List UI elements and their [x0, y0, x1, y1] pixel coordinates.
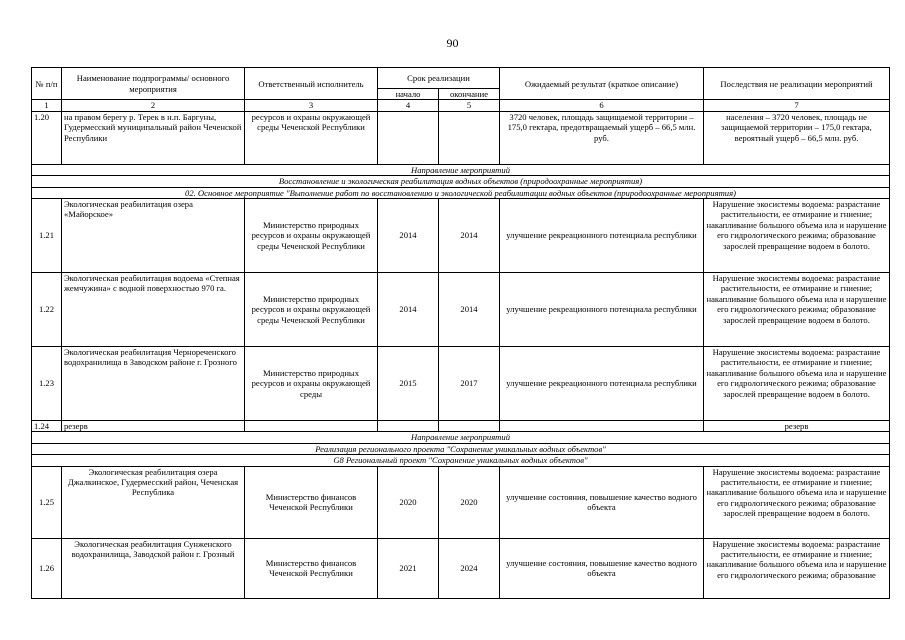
header-start: начало: [378, 89, 439, 100]
table-row: [32, 111, 890, 164]
row-end: 2014: [439, 199, 500, 273]
program-events-table: [31, 67, 890, 599]
row-consequences: населения – 3720 человек, площадь не защищаемой территории – 175,0 гектара, вероятный ущерб – 66,5 млн. руб.: [704, 111, 890, 164]
row-consequences: Нарушение экосистемы водоема: разрастание растительности, ее отмирание и гниение; накапливание большого объема ила и нарушение его гидрологического режима; образование зарослей превращение водоем в болото.: [704, 466, 890, 538]
column-index: 1: [32, 100, 62, 111]
row-executor: Министерство финансов Чеченской Республики: [245, 466, 378, 538]
row-end: 2014: [439, 273, 500, 347]
table-row: [32, 347, 890, 421]
row-start: 2020: [378, 466, 439, 538]
row-consequences: Нарушение экосистемы водоема: разрастание растительности, ее отмирание и гниение; накапливание большого объема ила и нарушение его гидрологического режима; образование зарослей превращение водоем в болото.: [704, 347, 890, 421]
table-row: [32, 538, 890, 598]
row-name: Экологическая реабилитация озера Джалкинское, Гудермесский район, Чеченская Республика: [62, 466, 245, 538]
row-result: улучшение рекреационного потенциала республики: [500, 199, 704, 273]
row-result: улучшение состояния, повышение качество водного объекта: [500, 538, 704, 598]
row-end: 2024: [439, 538, 500, 598]
row-start: 2014: [378, 273, 439, 347]
header-end: окончание: [439, 89, 500, 100]
row-start: 2015: [378, 347, 439, 421]
column-index-row: [32, 100, 890, 111]
table-row: [32, 466, 890, 538]
row-executor: Министерство природных ресурсов и охраны окружающей среды Чеченской Республики: [245, 273, 378, 347]
header-num: № п/п: [32, 68, 62, 100]
column-index: 6: [500, 100, 704, 111]
row-name: резерв: [62, 421, 245, 432]
page-number: 90: [446, 36, 459, 50]
row-start: 2021: [378, 538, 439, 598]
header-consequences: Последствия не реализации мероприятий: [704, 68, 890, 100]
row-consequences: Нарушение экосистемы водоема: разрастание растительности, ее отмирание и гниение; накапливание большого объема ила и нарушение его гидрологического режима; образование: [704, 538, 890, 598]
header-result: Ожидаемый результат (краткое описание): [500, 68, 704, 100]
row-num: 1.24: [32, 421, 62, 432]
row-num: 1.26: [32, 538, 62, 598]
row-num: 1.20: [32, 111, 62, 164]
direction-title: Восстановление и экологическая реабилитация водных объектов (природоохранные мероприятия): [32, 176, 890, 187]
section-direction: [32, 176, 890, 187]
row-executor: ресурсов и охраны окружающей среды Чеченской Республики: [245, 111, 378, 164]
row-end: 2017: [439, 347, 500, 421]
main-event-title: 02. Основное мероприятие "Выполнение работ по восстановлению и экологической реабилитации водных объектов (природоохранные мероприятия): [32, 187, 890, 198]
table-row: [32, 273, 890, 347]
column-index: 4: [378, 100, 439, 111]
column-index: 3: [245, 100, 378, 111]
row-num: 1.22: [32, 273, 62, 347]
column-index: 7: [704, 100, 890, 111]
row-num: 1.21: [32, 199, 62, 273]
section-main-event: [32, 455, 890, 466]
row-name: Экологическая реабилитация Чернореченского водохранилища в Заводском районе г. Грозного: [62, 347, 245, 421]
row-start: 2014: [378, 199, 439, 273]
direction-label: Направление мероприятий: [32, 164, 890, 175]
table-row: [32, 199, 890, 273]
column-index: 2: [62, 100, 245, 111]
row-end: 2020: [439, 466, 500, 538]
header-name: Наименование подпрограммы/ основного мероприятия: [62, 68, 245, 100]
row-end: [439, 111, 500, 164]
row-result: улучшение состояния, повышение качество водного объекта: [500, 466, 704, 538]
row-start: [378, 111, 439, 164]
column-index: 5: [439, 100, 500, 111]
row-name: на правом берегу р. Терек в н.п. Баргуны, Гудермесский муниципальный район Чеченской Республики: [62, 111, 245, 164]
header-row: [32, 68, 890, 89]
row-executor: Министерство финансов Чеченской Республики: [245, 538, 378, 598]
row-consequences: Нарушение экосистемы водоема: разрастание растительности, ее отмирание и гниение; накапливание большого объема ила и нарушение его гидрологического режима; образование зарослей превращение водоем в болото.: [704, 273, 890, 347]
header-executor: Ответственный исполнитель: [245, 68, 378, 100]
row-consequences: Нарушение экосистемы водоема: разрастание растительности, ее отмирание и гниение; накапливание большого объема ила и нарушение его гидрологического режима; образование зарослей превращение водоем в болото.: [704, 199, 890, 273]
row-executor: Министерство природных ресурсов и охраны окружающей среды: [245, 347, 378, 421]
header-term: Срок реализации: [378, 68, 500, 89]
row-result: улучшение рекреационного потенциала республики: [500, 347, 704, 421]
direction-label: Направление мероприятий: [32, 432, 890, 443]
row-num: 1.25: [32, 466, 62, 538]
section-direction-label: [32, 164, 890, 175]
row-name: Экологическая реабилитация Сунженского водохранилища, Заводской район г. Грозный: [62, 538, 245, 598]
section-direction: [32, 443, 890, 454]
section-direction-label: [32, 432, 890, 443]
row-result: 3720 человек, площадь защищаемой территории – 175,0 гектара, предотвращаемый ущерб – 66,5 млн. руб.: [500, 111, 704, 164]
main-event-title: G8 Региональный проект "Сохранение уникальных водных объектов": [32, 455, 890, 466]
direction-title: Реализация регионального проекта "Сохранение уникальных водных объектов": [32, 443, 890, 454]
row-name: Экологическая реабилитация озера «Майорское»: [62, 199, 245, 273]
row-result: улучшение рекреационного потенциала республики: [500, 273, 704, 347]
row-consequences: резерв: [704, 421, 890, 432]
row-executor: Министерство природных ресурсов и охраны окружающей среды Чеченской Республики: [245, 199, 378, 273]
table-row-reserve: [32, 421, 890, 432]
section-main-event: [32, 187, 890, 198]
row-name: Экологическая реабилитация водоема «Степная жемчужина» с водной поверхностью 970 га.: [62, 273, 245, 347]
row-num: 1.23: [32, 347, 62, 421]
